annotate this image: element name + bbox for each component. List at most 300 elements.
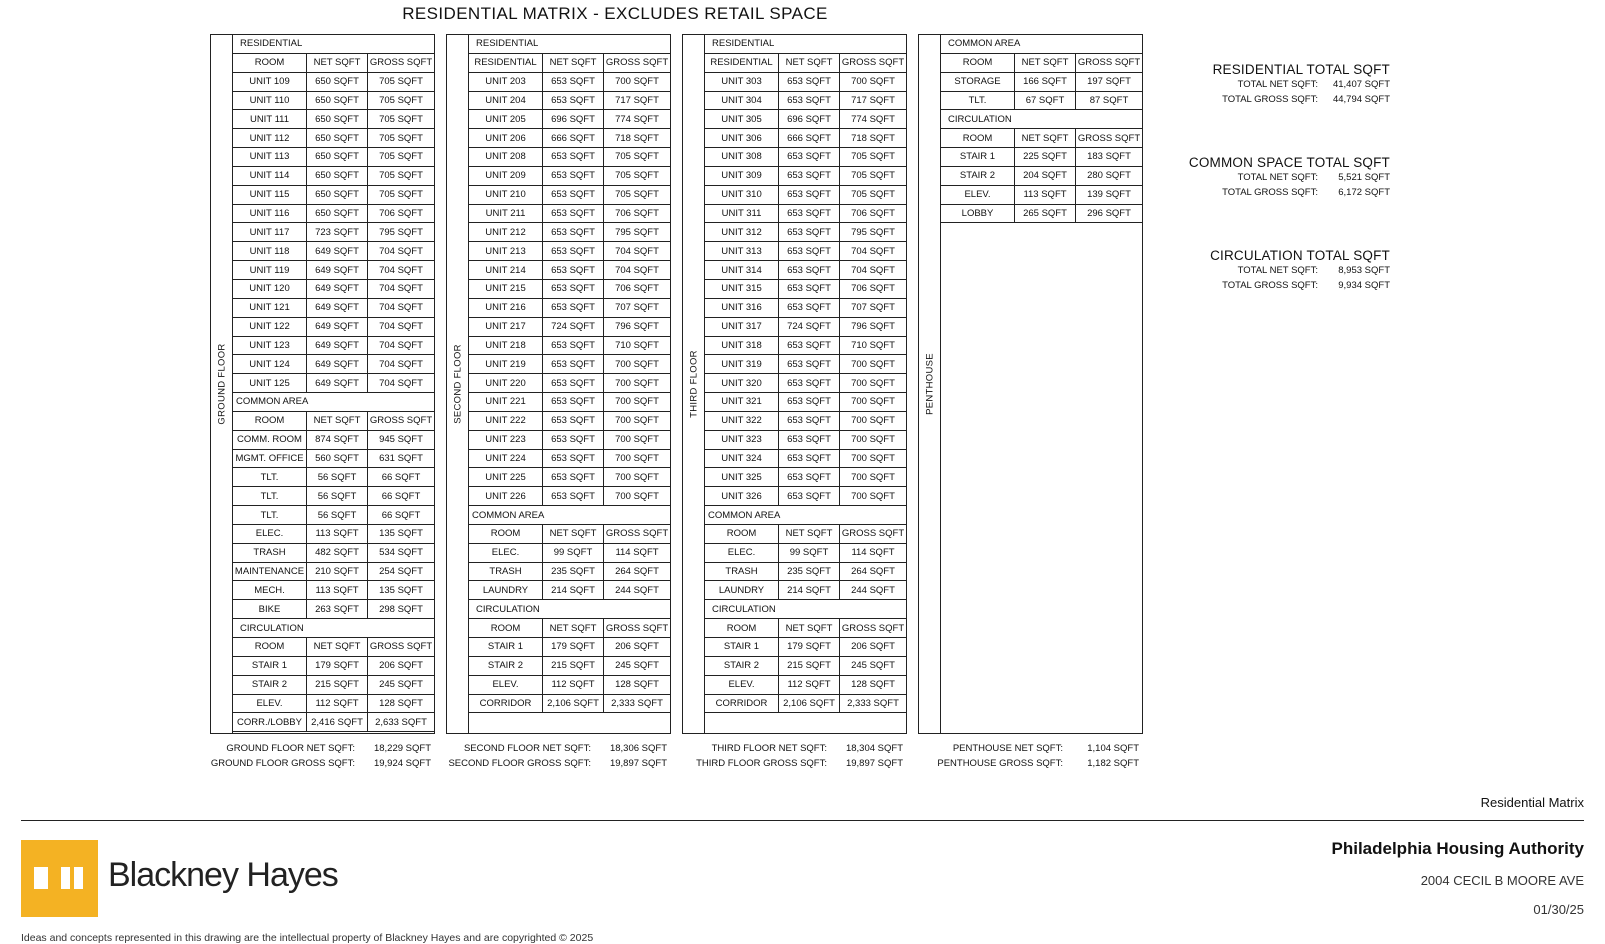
column-header: NET SQFT xyxy=(1015,54,1076,72)
table-row xyxy=(469,638,670,657)
gross-sqft-cell: 631 SQFT xyxy=(379,452,423,464)
table-row xyxy=(233,92,434,111)
floor-rows xyxy=(469,35,670,733)
room-cell: UNIT 214 xyxy=(469,261,543,279)
floor-summary-label: THIRD FLOOR GROSS SQFT: xyxy=(696,758,827,769)
floor-summary-value: 18,304 SQFT xyxy=(845,743,903,754)
room-cell: STAIR 2 xyxy=(233,676,307,694)
net-sqft-cell: 653 SQFT xyxy=(779,205,840,223)
table-row xyxy=(233,261,434,280)
room-cell: UNIT 206 xyxy=(469,129,543,147)
net-sqft-cell: 56 SQFT xyxy=(307,506,368,524)
table-row xyxy=(233,563,434,582)
client-name: Philadelphia Housing Authority xyxy=(1331,839,1584,858)
room-cell: CORR./LOBBY xyxy=(233,713,307,731)
section-title: COMMON AREA xyxy=(705,506,906,525)
table-row xyxy=(469,299,670,318)
gross-sqft-cell: 206 SQFT xyxy=(379,660,423,672)
table-row xyxy=(233,450,434,469)
net-sqft-cell: 113 SQFT xyxy=(1015,186,1076,204)
table-row xyxy=(705,280,906,299)
room-cell: TRASH xyxy=(469,563,543,581)
gross-sqft-cell: 244 SQFT xyxy=(851,584,895,596)
table-row xyxy=(941,148,1142,167)
gross-sqft-cell: 704 SQFT xyxy=(851,264,895,276)
firm-name: Blackney Hayes xyxy=(108,856,338,894)
room-cell: UNIT 304 xyxy=(705,92,779,110)
floor-summary xyxy=(888,741,1143,771)
gross-sqft-cell: 700 SQFT xyxy=(615,415,659,427)
table-row xyxy=(705,242,906,261)
table-row xyxy=(705,450,906,469)
gross-sqft-cell: 700 SQFT xyxy=(851,415,895,427)
gross-sqft-cell: 206 SQFT xyxy=(851,641,895,653)
table-row xyxy=(469,205,670,224)
gross-sqft-cell: 298 SQFT xyxy=(379,603,423,615)
gross-sqft-cell: 705 SQFT xyxy=(615,170,659,182)
gross-sqft-cell: 796 SQFT xyxy=(851,321,895,333)
column-header: GROSS SQFT xyxy=(605,57,669,69)
gross-sqft-cell: 705 SQFT xyxy=(379,170,423,182)
circulation-total-block xyxy=(1130,248,1390,293)
room-cell: UNIT 221 xyxy=(469,393,543,411)
gross-sqft-cell: 774 SQFT xyxy=(615,113,659,125)
floor-summary-line xyxy=(416,756,671,771)
table-row xyxy=(469,450,670,469)
net-sqft-cell: 650 SQFT xyxy=(307,186,368,204)
column-header: ROOM xyxy=(233,638,307,656)
table-row xyxy=(469,186,670,205)
table-row xyxy=(233,713,434,732)
floor-rows xyxy=(705,35,906,733)
table-row xyxy=(705,581,906,600)
room-cell: UNIT 224 xyxy=(469,450,543,468)
room-cell: STAIR 2 xyxy=(469,657,543,675)
gross-sqft-cell: 87 SQFT xyxy=(1089,94,1129,106)
floor-summary-value: 1,104 SQFT xyxy=(1087,743,1139,754)
residential-gross-label: TOTAL GROSS SQFT: xyxy=(1222,94,1318,105)
floor-table xyxy=(682,34,907,734)
room-cell: UNIT 318 xyxy=(705,337,779,355)
section-title: COMMON AREA xyxy=(941,35,1142,54)
floor-name: SECOND FLOOR xyxy=(452,344,463,424)
table-row xyxy=(705,129,906,148)
net-sqft-cell: 67 SQFT xyxy=(1015,92,1076,110)
table-row xyxy=(233,299,434,318)
column-header: GROSS SQFT xyxy=(369,57,433,69)
room-cell: UNIT 321 xyxy=(705,393,779,411)
net-sqft-cell: 653 SQFT xyxy=(779,355,840,373)
net-sqft-cell: 653 SQFT xyxy=(543,167,604,185)
floor-summary xyxy=(416,741,671,771)
column-header: GROSS SQFT xyxy=(369,641,433,653)
net-sqft-cell: 653 SQFT xyxy=(543,92,604,110)
gross-sqft-cell: 718 SQFT xyxy=(615,132,659,144)
section-title: CIRCULATION xyxy=(941,110,1142,129)
net-sqft-cell: 653 SQFT xyxy=(779,450,840,468)
net-sqft-cell: 653 SQFT xyxy=(779,186,840,204)
net-sqft-cell: 99 SQFT xyxy=(779,544,840,562)
gross-sqft-cell: 700 SQFT xyxy=(851,434,895,446)
gross-sqft-cell: 705 SQFT xyxy=(851,189,895,201)
room-cell: COMM. ROOM xyxy=(233,431,307,449)
column-header: NET SQFT xyxy=(543,54,604,72)
room-cell: UNIT 210 xyxy=(469,186,543,204)
table-row xyxy=(233,468,434,487)
table-row xyxy=(705,223,906,242)
table-row xyxy=(233,581,434,600)
gross-sqft-cell: 700 SQFT xyxy=(851,490,895,502)
section-title: CIRCULATION xyxy=(469,600,670,619)
logo-mark-icon xyxy=(21,840,98,917)
floor-name: GROUND FLOOR xyxy=(216,343,227,425)
table-row xyxy=(705,544,906,563)
net-sqft-cell: 653 SQFT xyxy=(779,223,840,241)
net-sqft-cell: 649 SQFT xyxy=(307,261,368,279)
net-sqft-cell: 653 SQFT xyxy=(543,280,604,298)
net-sqft-cell: 653 SQFT xyxy=(543,393,604,411)
table-header-row xyxy=(705,525,906,544)
table-row xyxy=(233,695,434,714)
net-sqft-cell: 649 SQFT xyxy=(307,318,368,336)
column-header: NET SQFT xyxy=(779,525,840,543)
gross-sqft-cell: 705 SQFT xyxy=(379,132,423,144)
column-header: RESIDENTIAL xyxy=(469,54,543,72)
net-sqft-cell: 56 SQFT xyxy=(307,487,368,505)
floor-summary-label: THIRD FLOOR NET SQFT: xyxy=(711,743,827,754)
room-cell: UNIT 117 xyxy=(233,223,307,241)
table-row xyxy=(233,205,434,224)
table-row xyxy=(469,563,670,582)
room-cell: UNIT 109 xyxy=(233,73,307,91)
table-row xyxy=(941,205,1142,224)
table-row xyxy=(469,544,670,563)
net-sqft-cell: 214 SQFT xyxy=(779,581,840,599)
room-cell: TLT. xyxy=(233,468,307,486)
floor-table xyxy=(918,34,1143,734)
table-row xyxy=(469,110,670,129)
floor-side-label xyxy=(683,35,705,733)
gross-sqft-cell: 796 SQFT xyxy=(615,321,659,333)
floor-table xyxy=(210,34,435,734)
net-sqft-cell: 649 SQFT xyxy=(307,299,368,317)
room-cell: STAIR 1 xyxy=(941,148,1015,166)
room-cell: UNIT 319 xyxy=(705,355,779,373)
gross-sqft-cell: 707 SQFT xyxy=(615,302,659,314)
room-cell: CORRIDOR xyxy=(469,695,543,713)
net-sqft-cell: 653 SQFT xyxy=(779,280,840,298)
room-cell: UNIT 313 xyxy=(705,242,779,260)
net-sqft-cell: 112 SQFT xyxy=(543,676,604,694)
table-row xyxy=(941,73,1142,92)
table-row xyxy=(233,676,434,695)
gross-sqft-cell: 710 SQFT xyxy=(615,339,659,351)
gross-sqft-cell: 114 SQFT xyxy=(615,547,659,559)
net-sqft-cell: 56 SQFT xyxy=(307,468,368,486)
net-sqft-cell: 653 SQFT xyxy=(779,337,840,355)
table-row xyxy=(705,393,906,412)
table-header-row xyxy=(705,619,906,638)
room-cell: TLT. xyxy=(233,487,307,505)
table-row xyxy=(233,148,434,167)
gross-sqft-cell: 945 SQFT xyxy=(379,434,423,446)
floor-summary-value: 18,306 SQFT xyxy=(609,743,667,754)
room-cell: UNIT 316 xyxy=(705,299,779,317)
room-cell: UNIT 211 xyxy=(469,205,543,223)
gross-sqft-cell: 705 SQFT xyxy=(615,189,659,201)
column-header: NET SQFT xyxy=(307,412,368,430)
gross-sqft-cell: 704 SQFT xyxy=(379,358,423,370)
table-row xyxy=(705,695,906,714)
section-title: COMMON AREA xyxy=(233,393,434,412)
net-sqft-cell: 653 SQFT xyxy=(779,299,840,317)
table-row xyxy=(469,412,670,431)
table-row xyxy=(469,487,670,506)
table-header-row xyxy=(941,129,1142,148)
section-title: RESIDENTIAL xyxy=(469,35,670,54)
gross-sqft-cell: 705 SQFT xyxy=(379,189,423,201)
gross-sqft-cell: 700 SQFT xyxy=(851,396,895,408)
gross-sqft-cell: 705 SQFT xyxy=(379,151,423,163)
table-header-row xyxy=(233,638,434,657)
floor-summary-label: GROUND FLOOR NET SQFT: xyxy=(226,743,355,754)
room-cell: UNIT 308 xyxy=(705,148,779,166)
floor-summary-label: PENTHOUSE GROSS SQFT: xyxy=(937,758,1063,769)
gross-sqft-cell: 700 SQFT xyxy=(615,377,659,389)
net-sqft-cell: 650 SQFT xyxy=(307,92,368,110)
gross-sqft-cell: 183 SQFT xyxy=(1087,151,1131,163)
section-title: CIRCULATION xyxy=(705,600,906,619)
room-cell: ELEC. xyxy=(233,525,307,543)
gross-sqft-cell: 66 SQFT xyxy=(381,509,421,521)
table-row xyxy=(469,148,670,167)
table-row xyxy=(469,242,670,261)
net-sqft-cell: 653 SQFT xyxy=(543,337,604,355)
net-sqft-cell: 2,416 SQFT xyxy=(307,713,368,731)
table-row xyxy=(705,657,906,676)
gross-sqft-cell: 66 SQFT xyxy=(381,471,421,483)
room-cell: UNIT 312 xyxy=(705,223,779,241)
net-sqft-cell: 653 SQFT xyxy=(543,242,604,260)
column-header: GROSS SQFT xyxy=(841,528,905,540)
gross-sqft-cell: 139 SQFT xyxy=(1087,189,1131,201)
section-title: RESIDENTIAL xyxy=(233,35,434,54)
gross-sqft-cell: 704 SQFT xyxy=(379,377,423,389)
gross-sqft-cell: 700 SQFT xyxy=(615,76,659,88)
room-cell: UNIT 323 xyxy=(705,431,779,449)
net-sqft-cell: 653 SQFT xyxy=(779,167,840,185)
table-row xyxy=(469,167,670,186)
floor-summary-line xyxy=(888,756,1143,771)
common-space-total-heading: COMMON SPACE TOTAL SQFT xyxy=(1188,155,1390,170)
table-row xyxy=(705,186,906,205)
net-sqft-cell: 235 SQFT xyxy=(543,563,604,581)
room-cell: CORRIDOR xyxy=(705,695,779,713)
net-sqft-cell: 653 SQFT xyxy=(543,450,604,468)
floor-summary-label: SECOND FLOOR GROSS SQFT: xyxy=(448,758,591,769)
net-sqft-cell: 724 SQFT xyxy=(543,318,604,336)
room-cell: UNIT 315 xyxy=(705,280,779,298)
gross-sqft-cell: 197 SQFT xyxy=(1087,76,1131,88)
room-cell: ELEV. xyxy=(941,186,1015,204)
room-cell: STAIR 2 xyxy=(705,657,779,675)
table-row xyxy=(469,318,670,337)
net-sqft-cell: 2,106 SQFT xyxy=(543,695,604,713)
table-row xyxy=(233,280,434,299)
net-sqft-cell: 650 SQFT xyxy=(307,129,368,147)
gross-sqft-cell: 245 SQFT xyxy=(851,660,895,672)
floor-summary-value: 1,182 SQFT xyxy=(1087,758,1139,769)
table-row xyxy=(233,431,434,450)
net-sqft-cell: 214 SQFT xyxy=(543,581,604,599)
net-sqft-cell: 263 SQFT xyxy=(307,600,368,618)
gross-sqft-cell: 244 SQFT xyxy=(615,584,659,596)
net-sqft-cell: 166 SQFT xyxy=(1015,73,1076,91)
table-row xyxy=(233,186,434,205)
table-row xyxy=(705,167,906,186)
net-sqft-cell: 649 SQFT xyxy=(307,355,368,373)
table-header-row xyxy=(469,54,670,73)
table-row xyxy=(233,110,434,129)
table-row xyxy=(705,638,906,657)
gross-sqft-cell: 66 SQFT xyxy=(381,490,421,502)
floor-summary xyxy=(180,741,435,771)
net-sqft-cell: 653 SQFT xyxy=(779,468,840,486)
floor-rows xyxy=(941,35,1142,733)
gross-sqft-cell: 704 SQFT xyxy=(379,264,423,276)
gross-sqft-cell: 700 SQFT xyxy=(851,471,895,483)
gross-sqft-cell: 704 SQFT xyxy=(379,302,423,314)
table-row xyxy=(705,110,906,129)
room-cell: UNIT 110 xyxy=(233,92,307,110)
room-cell: UNIT 212 xyxy=(469,223,543,241)
room-cell: UNIT 213 xyxy=(469,242,543,260)
column-header: GROSS SQFT xyxy=(1077,57,1141,69)
floor-summary-value: 19,897 SQFT xyxy=(609,758,667,769)
gross-sqft-cell: 795 SQFT xyxy=(379,226,423,238)
room-cell: STAIR 1 xyxy=(705,638,779,656)
floor-summary-line xyxy=(180,741,435,756)
room-cell: MGMT. OFFICE xyxy=(233,450,307,468)
net-sqft-cell: 653 SQFT xyxy=(779,431,840,449)
column-header: NET SQFT xyxy=(307,54,368,72)
residential-net-label: TOTAL NET SQFT: xyxy=(1237,79,1318,90)
room-cell: UNIT 116 xyxy=(233,205,307,223)
net-sqft-cell: 179 SQFT xyxy=(779,638,840,656)
room-cell: UNIT 122 xyxy=(233,318,307,336)
table-row xyxy=(233,374,434,393)
net-sqft-cell: 112 SQFT xyxy=(307,695,368,713)
table-row xyxy=(705,337,906,356)
floor-summary-value: 18,229 SQFT xyxy=(373,743,431,754)
gross-sqft-cell: 710 SQFT xyxy=(851,339,895,351)
gross-sqft-cell: 705 SQFT xyxy=(851,170,895,182)
gross-sqft-cell: 704 SQFT xyxy=(379,283,423,295)
table-row xyxy=(233,487,434,506)
gross-sqft-cell: 705 SQFT xyxy=(615,151,659,163)
net-sqft-cell: 482 SQFT xyxy=(307,544,368,562)
floor-summary-line xyxy=(180,756,435,771)
table-row xyxy=(469,355,670,374)
gross-sqft-cell: 114 SQFT xyxy=(851,547,895,559)
room-cell: LAUNDRY xyxy=(705,581,779,599)
net-sqft-cell: 666 SQFT xyxy=(543,129,604,147)
net-sqft-cell: 653 SQFT xyxy=(543,73,604,91)
gross-sqft-cell: 2,333 SQFT xyxy=(847,697,899,709)
floor-name: THIRD FLOOR xyxy=(688,350,699,418)
table-row xyxy=(705,355,906,374)
gross-sqft-cell: 2,333 SQFT xyxy=(611,697,663,709)
room-cell: UNIT 310 xyxy=(705,186,779,204)
room-cell: UNIT 125 xyxy=(233,374,307,392)
room-cell: UNIT 322 xyxy=(705,412,779,430)
column-header: GROSS SQFT xyxy=(605,622,669,634)
table-row xyxy=(469,468,670,487)
net-sqft-cell: 653 SQFT xyxy=(543,468,604,486)
section-title: RESIDENTIAL xyxy=(705,35,906,54)
net-sqft-cell: 653 SQFT xyxy=(543,148,604,166)
net-sqft-cell: 112 SQFT xyxy=(779,676,840,694)
room-cell: BIKE xyxy=(233,600,307,618)
room-cell: TLT. xyxy=(233,506,307,524)
room-cell: UNIT 326 xyxy=(705,487,779,505)
net-sqft-cell: 113 SQFT xyxy=(307,581,368,599)
table-row xyxy=(705,73,906,92)
room-cell: UNIT 205 xyxy=(469,110,543,128)
project-address: 2004 CECIL B MOORE AVE xyxy=(1420,873,1584,888)
table-row xyxy=(233,318,434,337)
floor-rows xyxy=(233,35,434,733)
common-net-label: TOTAL NET SQFT: xyxy=(1237,172,1318,183)
table-row xyxy=(705,487,906,506)
net-sqft-cell: 653 SQFT xyxy=(543,355,604,373)
table-row xyxy=(705,468,906,487)
room-cell: MECH. xyxy=(233,581,307,599)
floor-summary-line xyxy=(888,741,1143,756)
net-sqft-cell: 723 SQFT xyxy=(307,223,368,241)
gross-sqft-cell: 254 SQFT xyxy=(379,566,423,578)
gross-sqft-cell: 706 SQFT xyxy=(851,208,895,220)
table-row xyxy=(705,261,906,280)
gross-sqft-cell: 706 SQFT xyxy=(379,208,423,220)
footer-divider xyxy=(21,820,1584,821)
circulation-net-label: TOTAL NET SQFT: xyxy=(1237,265,1318,276)
net-sqft-cell: 653 SQFT xyxy=(779,148,840,166)
gross-sqft-cell: 704 SQFT xyxy=(379,245,423,257)
room-cell: UNIT 219 xyxy=(469,355,543,373)
room-cell: UNIT 215 xyxy=(469,280,543,298)
column-header: ROOM xyxy=(705,525,779,543)
room-cell: UNIT 222 xyxy=(469,412,543,430)
gross-sqft-cell: 700 SQFT xyxy=(615,358,659,370)
floor-summary-label: GROUND FLOOR GROSS SQFT: xyxy=(210,758,355,769)
gross-sqft-cell: 128 SQFT xyxy=(615,679,659,691)
net-sqft-cell: 874 SQFT xyxy=(307,431,368,449)
table-row xyxy=(233,525,434,544)
net-sqft-cell: 653 SQFT xyxy=(543,374,604,392)
table-header-row xyxy=(469,525,670,544)
column-header: NET SQFT xyxy=(543,525,604,543)
table-row xyxy=(941,167,1142,186)
net-sqft-cell: 650 SQFT xyxy=(307,167,368,185)
net-sqft-cell: 653 SQFT xyxy=(543,223,604,241)
table-row xyxy=(705,431,906,450)
room-cell: UNIT 325 xyxy=(705,468,779,486)
column-header: GROSS SQFT xyxy=(841,622,905,634)
room-cell: ELEC. xyxy=(469,544,543,562)
gross-sqft-cell: 296 SQFT xyxy=(1087,208,1131,220)
room-cell: UNIT 225 xyxy=(469,468,543,486)
